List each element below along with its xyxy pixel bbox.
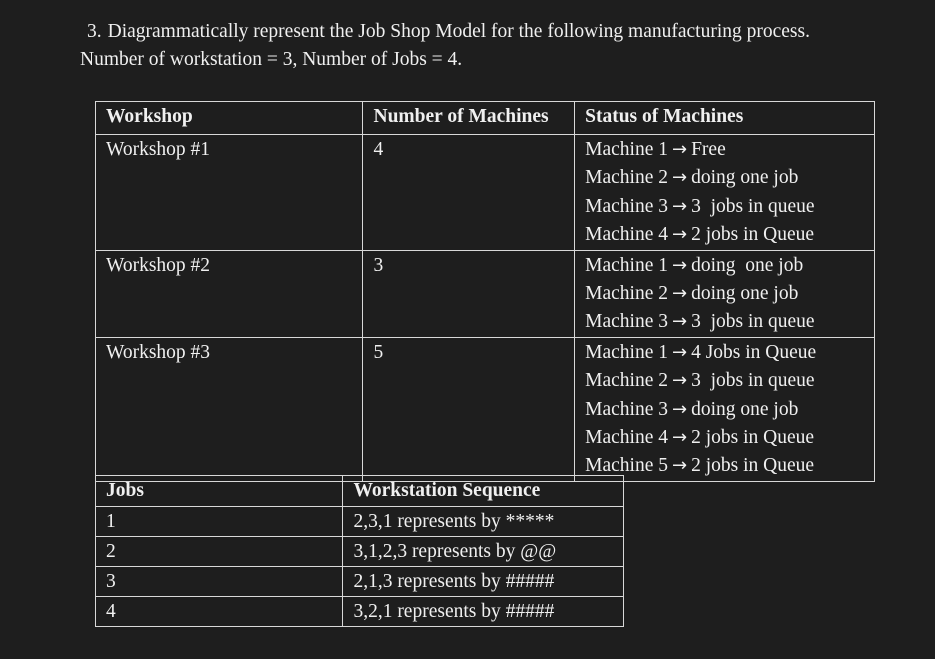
machine-status-line (585, 424, 864, 452)
table-row (96, 537, 624, 567)
right-arrow-icon: → (671, 139, 688, 160)
machine-status-line (585, 396, 864, 424)
machine-status-line (585, 221, 864, 249)
table-row (96, 597, 624, 627)
job-number-cell: 3 (96, 567, 343, 597)
question-line-1 (80, 18, 910, 46)
machine-label: Machine 3 (585, 398, 668, 420)
right-arrow-icon: → (671, 283, 688, 305)
header-workstation-sequence: Workstation Sequence (343, 476, 624, 507)
machine-status-line (585, 367, 864, 395)
machine-state: 2 jobs in Queue (691, 224, 815, 246)
machine-count-cell: 5 (363, 337, 575, 481)
workstation-sequence-cell: 2,3,1 represents by ***** (343, 507, 624, 537)
machine-state: doing one job (691, 254, 804, 276)
machine-status-line (585, 308, 864, 336)
workstation-sequence-cell: 3,1,2,3 represents by @@ (343, 537, 624, 567)
right-arrow-icon: → (671, 311, 688, 333)
machine-label: Machine 2 (585, 283, 668, 305)
job-number-cell: 4 (96, 597, 343, 627)
machine-state: Free (691, 139, 726, 160)
machine-count-cell: 4 (363, 135, 575, 251)
right-arrow-icon: → (671, 254, 688, 276)
table-row (96, 567, 624, 597)
header-jobs: Jobs (96, 476, 343, 507)
job-number-cell: 2 (96, 537, 343, 567)
machine-status-cell (575, 337, 875, 481)
question-text (80, 18, 910, 74)
machine-state: doing one job (691, 283, 799, 305)
machine-status-cell (575, 135, 875, 251)
machine-label: Machine 4 (585, 224, 668, 246)
table-row (96, 337, 875, 481)
table-row (96, 250, 875, 337)
machine-state: 2 jobs in Queue (691, 427, 815, 449)
header-number-of-machines: Number of Machines (363, 102, 575, 135)
right-arrow-icon: → (671, 167, 688, 189)
workstation-sequence-cell: 2,1,3 represents by ##### (343, 567, 624, 597)
machine-state: 4 Jobs in Queue (691, 341, 817, 363)
workshop-table-header-row (96, 102, 875, 135)
machine-count-cell: 3 (363, 250, 575, 337)
machine-state: doing one job (691, 167, 799, 189)
workshop-name-cell: Workshop #3 (96, 337, 363, 481)
right-arrow-icon: → (671, 341, 688, 363)
workshop-name-cell: Workshop #1 (96, 135, 363, 251)
table-row (96, 135, 875, 251)
machine-label: Machine 1 (585, 254, 668, 276)
machine-state: doing one job (691, 398, 799, 420)
workstation-sequence-cell: 3,2,1 represents by ##### (343, 597, 624, 627)
machine-label: Machine 1 (585, 341, 668, 363)
right-arrow-icon: → (671, 370, 688, 392)
machine-status-line (585, 164, 864, 192)
table-row (96, 507, 624, 537)
header-workshop: Workshop (96, 102, 363, 135)
machine-state: 2 jobs in Queue (691, 455, 815, 477)
machine-label: Machine 5 (585, 455, 668, 477)
machine-label: Machine 4 (585, 427, 668, 449)
right-arrow-icon: → (671, 427, 688, 449)
right-arrow-icon: → (671, 224, 688, 246)
machine-state: 3 jobs in queue (691, 311, 815, 333)
question-number: 3. (87, 21, 102, 42)
workshop-name-cell: Workshop #2 (96, 250, 363, 337)
machine-label: Machine 1 (585, 139, 668, 160)
question-line-2: Number of workstation = 3, Number of Jobs = 4. (80, 49, 463, 70)
right-arrow-icon: → (671, 455, 688, 477)
right-arrow-icon: → (671, 195, 688, 217)
right-arrow-icon: → (671, 398, 688, 420)
machine-label: Machine 2 (585, 167, 668, 189)
machine-label: Machine 2 (585, 370, 668, 392)
machine-state: 3 jobs in queue (691, 195, 815, 217)
machine-state: 3 jobs in queue (691, 370, 815, 392)
machine-status-line (585, 193, 864, 221)
workshop-table (95, 101, 875, 482)
machine-status-cell (575, 250, 875, 337)
job-number-cell: 1 (96, 507, 343, 537)
jobs-table-header-row (96, 476, 624, 507)
question-line-1-text: Diagrammatically represent the Job Shop Model for the following manufacturing process. (107, 21, 810, 42)
header-status-of-machines: Status of Machines (575, 102, 875, 135)
machine-status-line (585, 339, 864, 367)
machine-status-line (585, 280, 864, 308)
machine-status-line (585, 452, 864, 480)
machine-label: Machine 3 (585, 311, 668, 333)
machine-status-line (585, 252, 864, 280)
machine-status-line (585, 136, 864, 164)
jobs-table (95, 475, 624, 627)
machine-label: Machine 3 (585, 195, 668, 217)
